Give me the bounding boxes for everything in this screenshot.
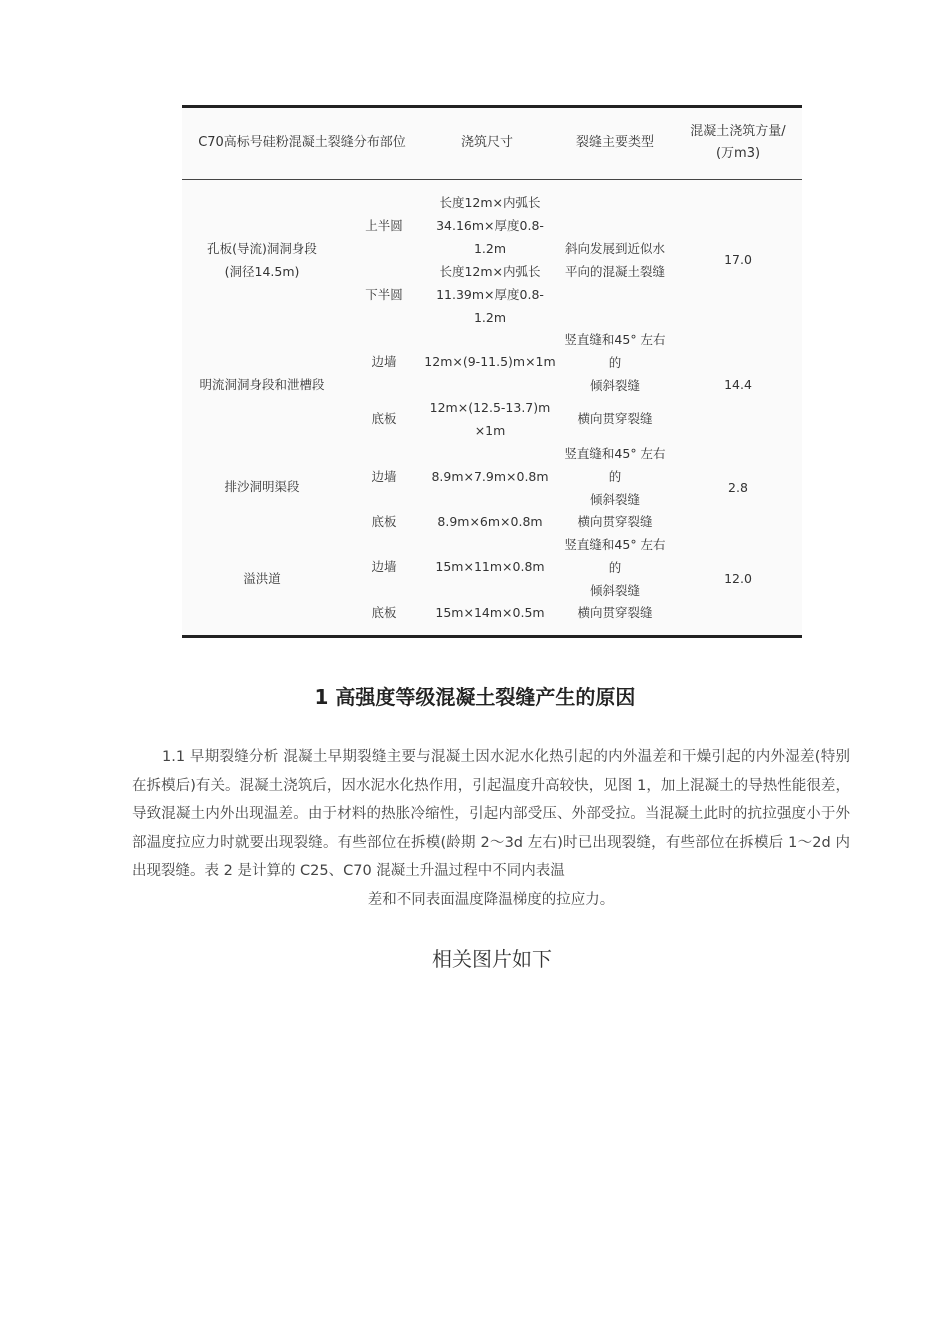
row1-crack: 斜向发展到近似水 平向的混凝土裂缝 (564, 241, 665, 279)
row3-crack-a: 竖直缝和45° 左右 的 倾斜裂缝 (564, 446, 666, 507)
row2-volume: 14.4 (724, 377, 752, 392)
table-header-rule (182, 179, 802, 180)
row1-volume: 17.0 (724, 252, 752, 267)
row1-size-b: 长度12m×内弧长 11.39m×厚度0.8- 1.2m (436, 264, 544, 325)
row2-crack-a: 竖直缝和45° 左右 的 倾斜裂缝 (564, 332, 666, 393)
row2-size-a: 12m×(9-11.5)m×1m (424, 354, 556, 369)
header-crack-type: 裂缝主要类型 (575, 135, 654, 150)
row2-part-b: 底板 (371, 411, 397, 426)
header-location: C70高标号硅粉混凝土裂缝分布部位 (198, 135, 406, 150)
row3-volume: 2.8 (728, 480, 748, 495)
row3-size-a: 8.9m×7.9m×0.8m (431, 469, 549, 484)
row1-part-b: 下半圆 (365, 287, 403, 302)
table-top-rule (182, 105, 802, 108)
row2-crack-b: 横向贯穿裂缝 (577, 411, 653, 426)
row3-part-a: 边墙 (371, 469, 397, 484)
row4-crack-b: 横向贯穿裂缝 (577, 605, 653, 620)
body-paragraph (132, 743, 850, 915)
row2-section: 明流洞洞身段和泄槽段 (199, 377, 325, 392)
table-bottom-rule (182, 635, 802, 638)
row3-section: 排沙洞明渠段 (224, 479, 300, 494)
row4-crack-a: 竖直缝和45° 左右 的 倾斜裂缝 (564, 537, 666, 598)
row1-part-a: 上半圆 (365, 218, 403, 233)
row4-size-a: 15m×11m×0.8m (435, 559, 545, 574)
row2-part-a: 边墙 (371, 354, 397, 369)
row2-size-b: 12m×(12.5-13.7)m ×1m (429, 400, 551, 438)
row4-volume: 12.0 (724, 571, 752, 586)
row1-size-a: 长度12m×内弧长 34.16m×厚度0.8- 1.2m (436, 195, 544, 256)
row3-crack-b: 横向贯穿裂缝 (577, 514, 653, 529)
row4-section: 溢洪道 (243, 571, 281, 586)
row4-size-b: 15m×14m×0.5m (435, 605, 545, 620)
row3-size-b: 8.9m×6m×0.8m (437, 514, 543, 529)
header-size: 浇筑尺寸 (460, 135, 513, 150)
paragraph-last-line: 差和不同表面温度降温梯度的拉应力。 (367, 891, 615, 908)
row4-part-b: 底板 (371, 605, 397, 620)
section-heading: 1 高强度等级混凝土裂缝产生的原因 (314, 685, 636, 709)
crack-distribution-table (182, 105, 802, 638)
row4-part-a: 边墙 (371, 559, 397, 574)
related-images-caption: 相关图片如下 (432, 947, 552, 971)
row3-part-b: 底板 (371, 514, 397, 529)
row1-section: 孔板(导流)洞洞身段 (洞径14.5m) (207, 241, 317, 279)
header-volume: 混凝土浇筑方量/ (万m3) (690, 124, 786, 161)
paragraph-text: 1.1 早期裂缝分析 混凝土早期裂缝主要与混凝土因水泥水化热引起的内外温差和干燥引起的内外湿差(特别在拆模后)有关。混凝土浇筑后，因水泥水化热作用，引起温度升高较快，见图 1，加上混凝土的导热性能很差，导致混凝土内外出现温差。由于材料的热胀冷缩性，引起内部受压、外部受拉。当混凝土此时的抗拉强度小于外部温度拉应力时就要出现裂缝。有些部位在拆模(龄期 2～3d 左右)时已出现裂缝，有些部位在拆模后 1～2d 内出现裂缝。表 2 是计算的 C25、C70 混凝土升温过程中不同内表温 (132, 749, 850, 880)
